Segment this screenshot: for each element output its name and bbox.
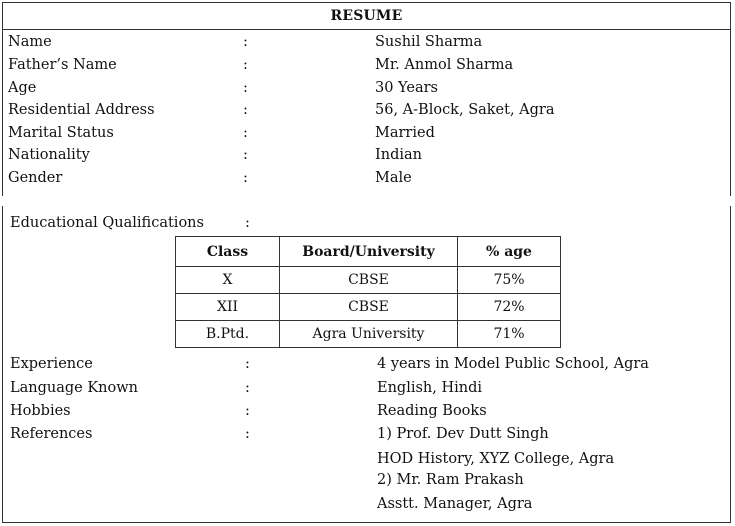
table-row (176, 267, 561, 294)
gender-label: Gender (8, 170, 63, 186)
father-name-colon: : (243, 57, 248, 73)
language-value: English, Hindi (377, 380, 483, 396)
hobbies-label: Hobbies (10, 403, 71, 419)
age-value: 30 Years (375, 80, 438, 96)
hobbies-colon: : (245, 403, 250, 419)
table-cell: 75% (458, 267, 561, 294)
address-colon: : (243, 102, 248, 118)
table-row (176, 294, 561, 321)
marital-status-label: Marital Status (8, 125, 114, 141)
table-cell: CBSE (280, 267, 458, 294)
experience-value: 4 years in Model Public School, Agra (377, 356, 649, 372)
education-label: Educational Qualifications (10, 215, 204, 231)
reference-line: HOD History, XYZ College, Agra (377, 451, 615, 467)
address-label: Residential Address (8, 102, 155, 118)
gender-colon: : (243, 170, 248, 186)
table-cell: 72% (458, 294, 561, 321)
education-table (175, 236, 561, 348)
experience-label: Experience (10, 356, 93, 372)
table-header-row (176, 237, 561, 267)
left-border (2, 206, 3, 523)
gender-value: Male (375, 170, 412, 186)
father-name-label: Father’s Name (8, 57, 117, 73)
experience-colon: : (245, 356, 250, 372)
reference-line: 1) Prof. Dev Dutt Singh (377, 426, 549, 442)
col-header-percentage: % age (458, 237, 561, 267)
marital-status-value: Married (375, 125, 435, 141)
name-colon: : (243, 34, 248, 50)
right-border (730, 206, 731, 523)
nationality-colon: : (243, 147, 248, 163)
col-header-board: Board/University (280, 237, 458, 267)
table-cell: XII (176, 294, 280, 321)
language-label: Language Known (10, 380, 139, 396)
section-gap (0, 196, 735, 206)
references-colon: : (245, 426, 250, 442)
col-header-class: Class (176, 237, 280, 267)
table-cell: CBSE (280, 294, 458, 321)
name-label: Name (8, 34, 52, 50)
nationality-value: Indian (375, 147, 422, 163)
references-label: References (10, 426, 93, 442)
reference-line: Asstt. Manager, Agra (377, 496, 533, 512)
reference-line: 2) Mr. Ram Prakash (377, 472, 524, 488)
hobbies-value: Reading Books (377, 403, 487, 419)
table-cell: Agra University (280, 321, 458, 348)
education-colon: : (245, 215, 250, 231)
table-row (176, 321, 561, 348)
father-name-value: Mr. Anmol Sharma (375, 57, 514, 73)
age-colon: : (243, 80, 248, 96)
table-cell: 71% (458, 321, 561, 348)
language-colon: : (245, 380, 250, 396)
address-value: 56, A-Block, Saket, Agra (375, 102, 555, 118)
nationality-label: Nationality (8, 147, 90, 163)
name-value: Sushil Sharma (375, 34, 483, 50)
table-cell: B.Ptd. (176, 321, 280, 348)
resume-title: RESUME (2, 2, 731, 30)
table-cell: X (176, 267, 280, 294)
age-label: Age (8, 80, 37, 96)
marital-status-colon: : (243, 125, 248, 141)
